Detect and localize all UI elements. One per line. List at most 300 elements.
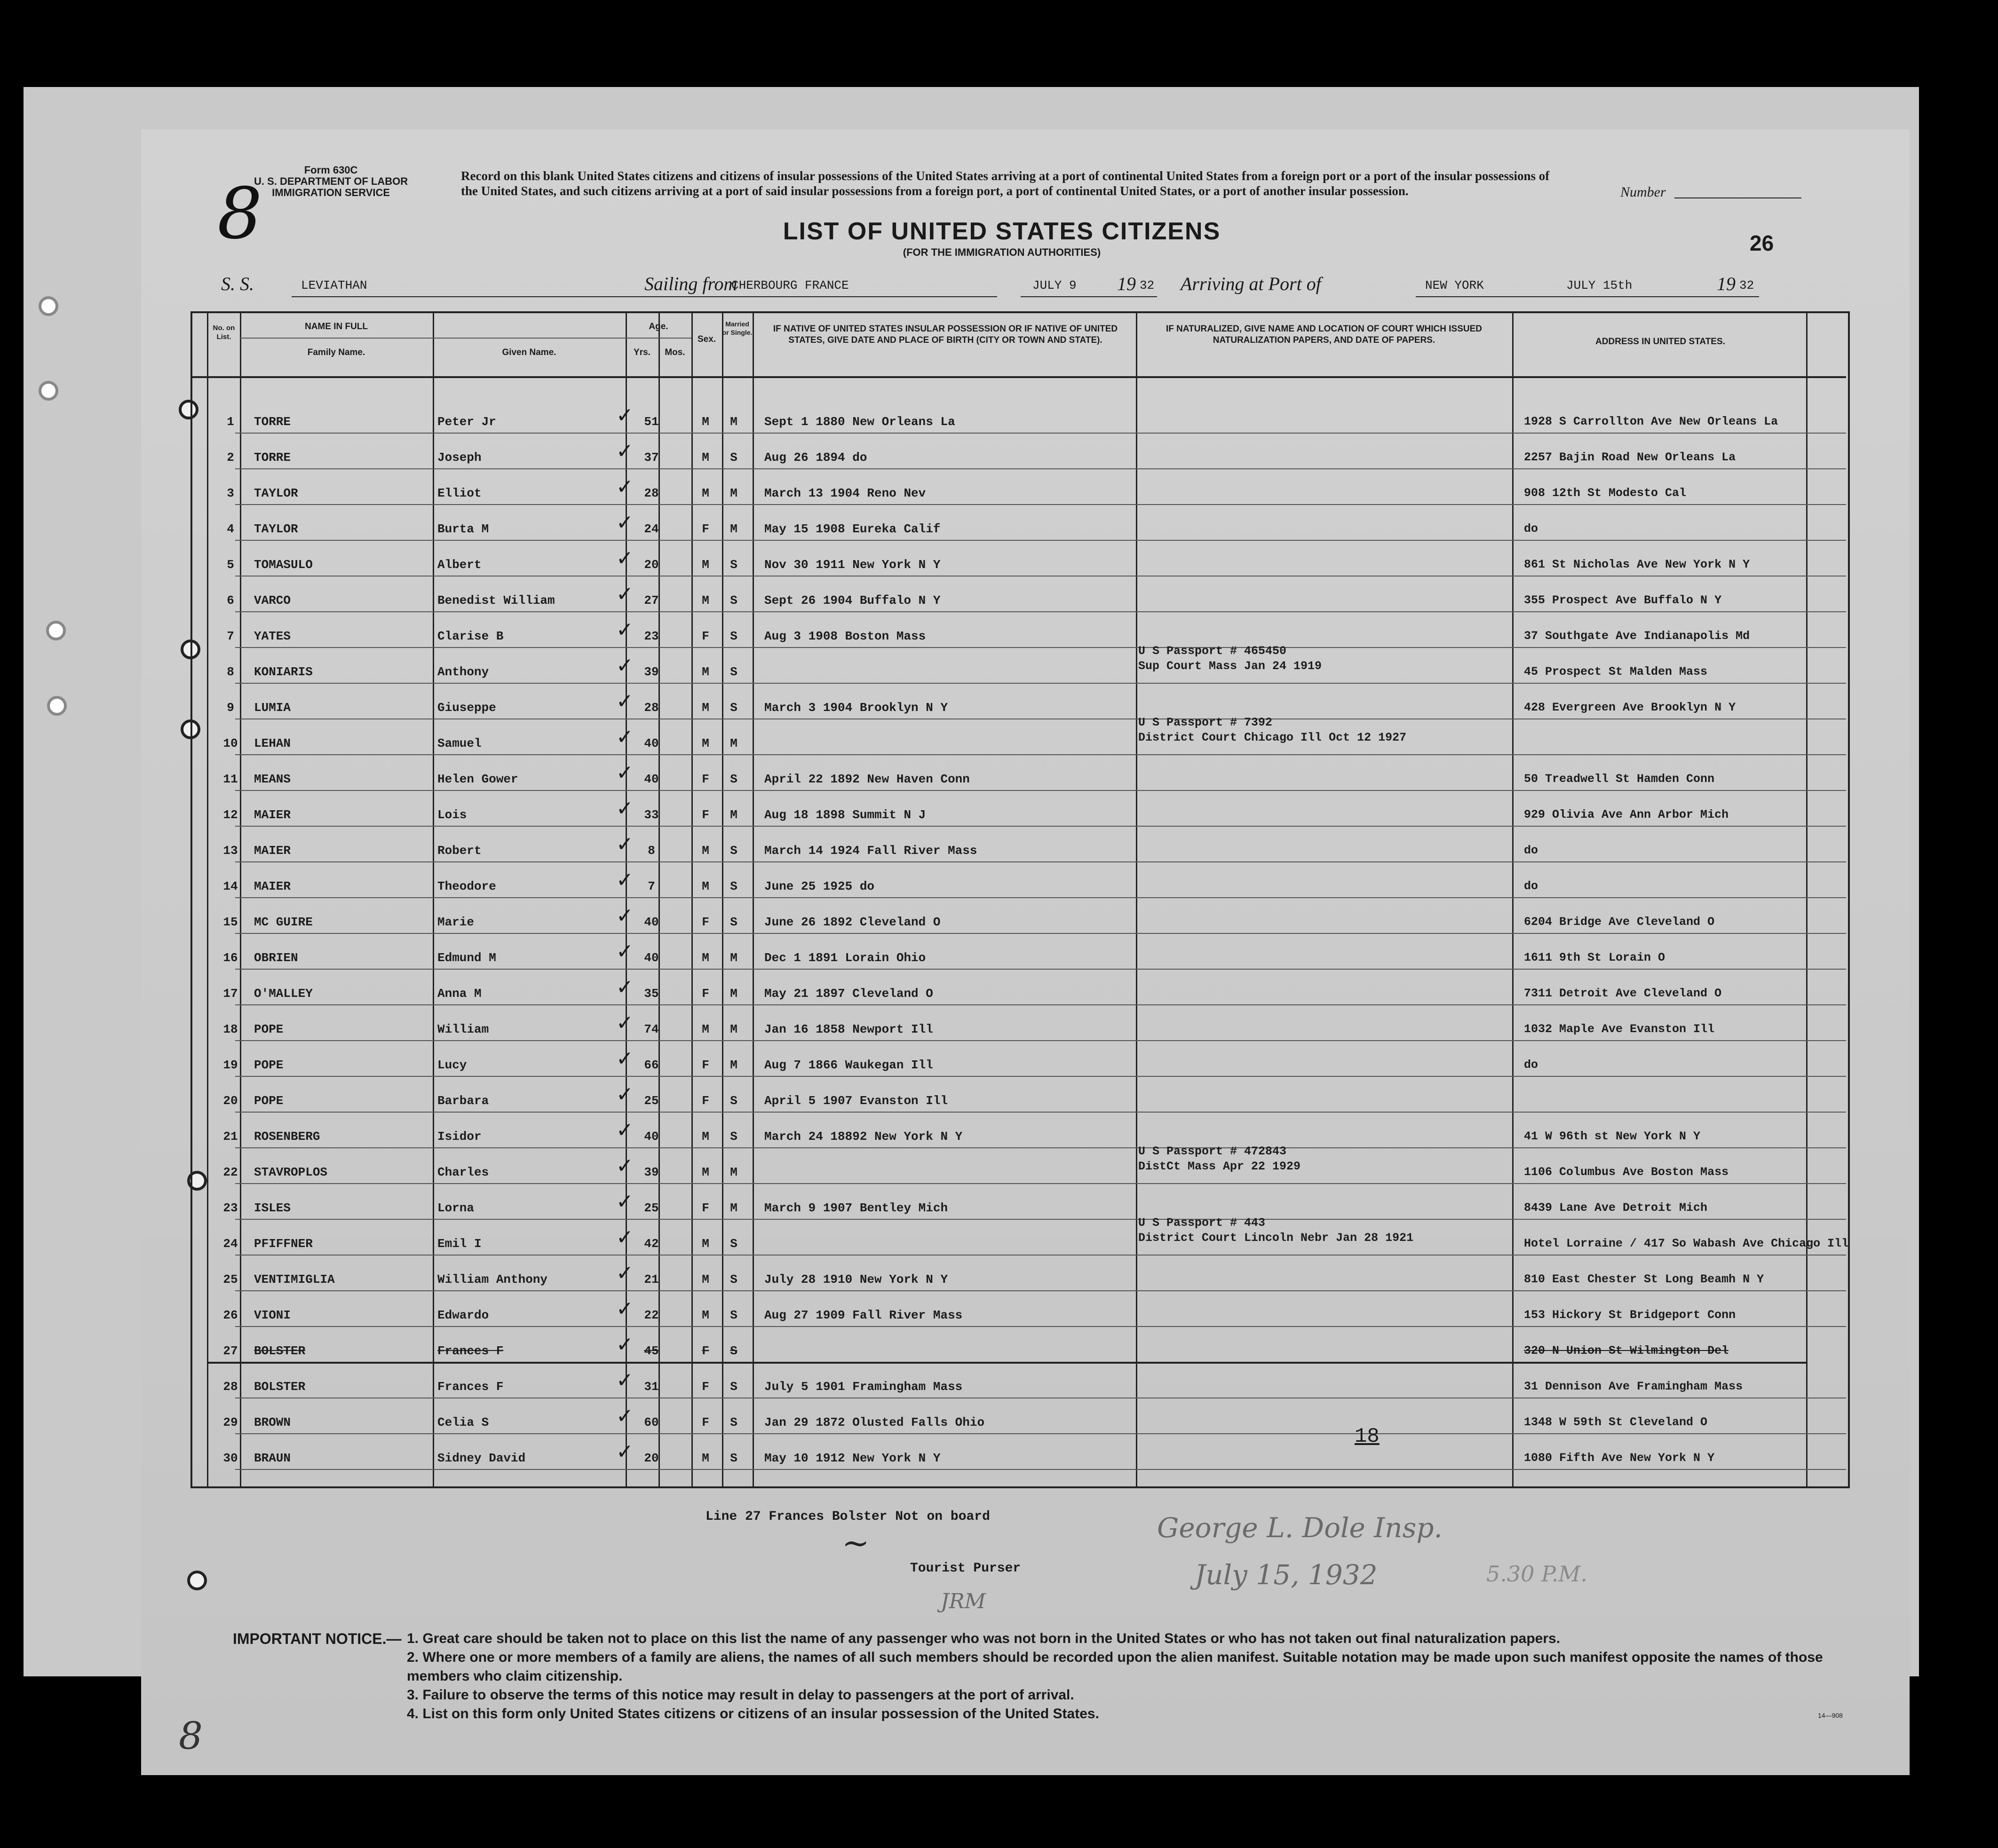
row-number: 30 — [223, 1451, 238, 1465]
table-row — [193, 512, 1844, 547]
header-given-name: Given Name. — [502, 347, 556, 357]
marital-status: S — [730, 844, 737, 858]
given-name: Charles — [437, 1165, 489, 1179]
marital-status: S — [730, 1344, 737, 1358]
binder-hole — [46, 621, 66, 640]
family-name: VARCO — [254, 593, 291, 608]
table-row — [193, 976, 1844, 1012]
table-row — [193, 762, 1844, 798]
table-row — [193, 690, 1844, 726]
us-address: do — [1524, 1058, 1538, 1072]
sailing-label: Sailing from — [644, 273, 737, 294]
age-years: 27 — [644, 593, 659, 608]
age-years: 7 — [648, 879, 655, 893]
header-address: ADDRESS IN UNITED STATES. — [1595, 337, 1725, 347]
binder-hole — [39, 381, 58, 401]
given-name: Lorna — [437, 1201, 475, 1215]
row-number: 18 — [223, 1022, 238, 1036]
family-name: MEANS — [254, 772, 291, 786]
inspection-date: July 15, 1932 — [1195, 1559, 1378, 1591]
family-name: LEHAN — [254, 736, 291, 750]
birth-info: Jan 29 1872 Olusted Falls Ohio — [764, 1415, 985, 1429]
marital-status: S — [730, 1451, 737, 1465]
sex: M — [702, 665, 709, 679]
table-row — [193, 798, 1844, 833]
sex: M — [702, 879, 709, 893]
birth-info: June 26 1892 Cleveland O — [764, 915, 941, 929]
binder-hole — [187, 1571, 207, 1590]
check-mark: ✓ — [616, 1297, 634, 1321]
check-mark: ✓ — [616, 1011, 634, 1035]
marital-status: M — [730, 736, 737, 750]
family-name: MAIER — [254, 879, 291, 893]
age-years: 66 — [644, 1058, 659, 1072]
table-row — [193, 619, 1844, 655]
marital-status: S — [730, 629, 737, 643]
row-number: 20 — [223, 1094, 238, 1108]
age-years: 45 — [644, 1344, 659, 1358]
row-number: 14 — [223, 879, 238, 893]
page-title: LIST OF UNITED STATES CITIZENS — [783, 218, 1221, 245]
birth-info: Aug 27 1909 Fall River Mass — [764, 1308, 963, 1322]
check-mark: ✓ — [616, 1082, 634, 1106]
binder-hole — [39, 296, 58, 316]
sex: M — [702, 1451, 709, 1465]
family-name: VENTIMIGLIA — [254, 1272, 335, 1287]
given-name: Theodore — [437, 879, 496, 893]
row-number: 23 — [223, 1201, 238, 1215]
row-number: 25 — [223, 1272, 238, 1287]
sailing-port: CHERBOURG FRANCE — [731, 278, 849, 292]
arrival-date: JULY 15th — [1566, 278, 1633, 292]
family-name: BRAUN — [254, 1451, 291, 1465]
birth-info: Aug 3 1908 Boston Mass — [764, 629, 926, 643]
number-label: Number — [1620, 184, 1666, 200]
sex: M — [702, 951, 709, 965]
birth-info: Jan 16 1858 Newport Ill — [764, 1022, 933, 1036]
check-mark: ✓ — [616, 1118, 634, 1142]
table-row — [193, 1441, 1844, 1477]
marital-status: S — [730, 1380, 737, 1394]
family-name: ISLES — [254, 1201, 291, 1215]
family-name: YATES — [254, 629, 291, 643]
sex: M — [702, 701, 709, 715]
table-row — [193, 1369, 1844, 1405]
purser-signature: ~ — [842, 1524, 870, 1562]
ss-label: S. S. — [221, 273, 254, 294]
ship-name: LEVIATHAN — [301, 278, 367, 292]
row-number: 19 — [223, 1058, 238, 1072]
table-row — [193, 1405, 1844, 1441]
us-address: 8439 Lane Ave Detroit Mich — [1524, 1201, 1708, 1215]
family-name: POPE — [254, 1058, 284, 1072]
age-years: 40 — [644, 1129, 659, 1144]
table-row — [193, 644, 1844, 690]
marital-status: S — [730, 915, 737, 929]
age-years: 60 — [644, 1415, 659, 1429]
given-name: William Anthony — [437, 1272, 548, 1287]
sex: M — [702, 1129, 709, 1144]
check-mark: ✓ — [616, 1047, 634, 1071]
given-name: William — [437, 1022, 489, 1036]
check-mark: ✓ — [616, 940, 634, 963]
table-row — [193, 1334, 1844, 1369]
us-address: 2257 Bajin Road New Orleans La — [1524, 450, 1736, 464]
sex: F — [702, 1380, 709, 1394]
sex: F — [702, 772, 709, 786]
us-address: 929 Olivia Ave Ann Arbor Mich — [1524, 808, 1729, 821]
check-mark: ✓ — [616, 904, 634, 928]
voyage-line — [221, 273, 1792, 301]
birth-info: May 10 1912 New York N Y — [764, 1451, 941, 1465]
marital-status: S — [730, 665, 737, 679]
marital-status: S — [730, 1094, 737, 1108]
us-address: 1348 W 59th St Cleveland O — [1524, 1415, 1708, 1429]
row-number: 29 — [223, 1415, 238, 1429]
birth-info: March 24 18892 New York N Y — [764, 1129, 963, 1144]
table-row — [193, 440, 1844, 476]
age-years: 74 — [644, 1022, 659, 1036]
family-name: BOLSTER — [254, 1380, 306, 1394]
given-name: Barbara — [437, 1094, 489, 1108]
given-name: Edmund M — [437, 951, 496, 965]
check-mark: ✓ — [616, 975, 634, 999]
us-address: do — [1524, 522, 1538, 536]
marital-status: S — [730, 701, 737, 715]
age-years: 21 — [644, 1272, 659, 1287]
check-mark: ✓ — [616, 439, 634, 463]
age-years: 39 — [644, 665, 659, 679]
check-mark: ✓ — [616, 1333, 634, 1357]
notice-item: 1. Great care should be taken not to place on this list the name of any passenger who was not born in the United States or who has not taken out final naturalization papers. — [407, 1631, 1561, 1646]
header-name-in-full: NAME IN FULL — [304, 322, 368, 332]
given-name: Robert — [437, 844, 482, 858]
check-mark: ✓ — [616, 1190, 634, 1214]
family-name: OBRIEN — [254, 951, 298, 965]
row-number: 9 — [227, 701, 234, 715]
table-row — [193, 905, 1844, 940]
birth-info: March 9 1907 Bentley Mich — [764, 1201, 948, 1215]
check-mark: ✓ — [616, 689, 634, 713]
table-row — [193, 583, 1844, 619]
given-name: Anthony — [437, 665, 489, 679]
age-years: 20 — [644, 558, 659, 572]
age-years: 8 — [648, 844, 655, 858]
us-address: 908 12th St Modesto Cal — [1524, 486, 1687, 500]
number-field — [1674, 197, 1801, 198]
us-address: 1032 Maple Ave Evanston Ill — [1524, 1022, 1715, 1036]
purser-label: Tourist Purser — [910, 1561, 1021, 1576]
birth-info: Aug 7 1866 Waukegan Ill — [764, 1058, 933, 1072]
age-years: 39 — [644, 1165, 659, 1179]
footnote: Line 27 Frances Bolster Not on board — [706, 1509, 990, 1524]
check-mark: ✓ — [616, 582, 634, 606]
row-number: 24 — [223, 1237, 238, 1251]
birth-info: April 22 1892 New Haven Conn — [764, 772, 970, 786]
row-number: 11 — [223, 772, 238, 786]
marital-status: S — [730, 1237, 737, 1251]
us-address: do — [1524, 844, 1538, 857]
sex: M — [702, 1308, 709, 1322]
marital-status: S — [730, 593, 737, 608]
us-address: 37 Southgate Ave Indianapolis Md — [1524, 629, 1750, 643]
marital-status: S — [730, 1129, 737, 1144]
sex: F — [702, 987, 709, 1001]
us-address: 428 Evergreen Ave Brooklyn N Y — [1524, 701, 1736, 714]
check-mark: ✓ — [616, 1368, 634, 1392]
family-name: O'MALLEY — [254, 987, 313, 1001]
sex: F — [702, 522, 709, 536]
marital-status: M — [730, 1022, 737, 1036]
family-name: TORRE — [254, 450, 291, 465]
marital-status: S — [730, 1272, 737, 1287]
given-name: Samuel — [437, 736, 482, 750]
birth-info: Dec 1 1891 Lorain Ohio — [764, 951, 926, 965]
row-number: 17 — [223, 987, 238, 1001]
age-years: 22 — [644, 1308, 659, 1322]
given-name: Celia S — [437, 1415, 489, 1429]
row-number: 5 — [227, 558, 234, 572]
binder-hole — [47, 696, 67, 716]
inspector-signature: George L. Dole Insp. — [1157, 1512, 1443, 1544]
given-name: Burta M — [437, 522, 489, 536]
family-name: POPE — [254, 1022, 284, 1036]
given-name: Edwardo — [437, 1308, 489, 1322]
table-row — [193, 1012, 1844, 1048]
given-name: Peter Jr — [437, 415, 496, 429]
sex: F — [702, 1058, 709, 1072]
check-mark: ✓ — [616, 1440, 634, 1464]
given-name: Elliot — [437, 486, 482, 500]
check-mark: ✓ — [616, 797, 634, 821]
given-name: Giuseppe — [437, 701, 496, 715]
row-number: 10 — [223, 736, 238, 750]
us-address: 31 Dennison Ave Framingham Mass — [1524, 1380, 1743, 1393]
marital-status: M — [730, 951, 737, 965]
marital-status: M — [730, 808, 737, 822]
age-years: 24 — [644, 522, 659, 536]
given-name: Joseph — [437, 450, 482, 465]
notice-item: 2. Where one or more members of a family are aliens, the names of all such members should be recorded upon the alien manifest. Suitable notation may be made upon such manifest opposite the names of those members who claim citizenship. — [407, 1650, 1823, 1684]
given-name: Sidney David — [437, 1451, 526, 1465]
check-mark: ✓ — [616, 725, 634, 749]
family-name: BROWN — [254, 1415, 291, 1429]
check-mark: ✓ — [616, 1261, 634, 1285]
marital-status: M — [730, 1058, 737, 1072]
sex: M — [702, 1237, 709, 1251]
birth-info: July 5 1901 Framingham Mass — [764, 1380, 963, 1394]
header-married-single: Married or Single. — [722, 320, 753, 336]
us-address: 355 Prospect Ave Buffalo N Y — [1524, 593, 1722, 607]
sex: M — [702, 593, 709, 608]
corner-mark: 8 — [179, 1714, 203, 1758]
check-mark: ✓ — [616, 1225, 634, 1249]
table-row — [193, 1298, 1844, 1334]
table-row — [193, 1083, 1844, 1119]
check-mark: ✓ — [616, 1154, 634, 1178]
arrival-port: NEW YORK — [1425, 278, 1484, 292]
age-years: 37 — [644, 450, 659, 465]
given-name: Benedist William — [437, 593, 555, 608]
passport-info: U S Passport # 443 — [1138, 1216, 1266, 1230]
family-name: POPE — [254, 1094, 284, 1108]
notice-item: 4. List on this form only United States citizens or citizens of an insular possession of the United States. — [407, 1706, 1099, 1722]
marital-status: S — [730, 1415, 737, 1429]
age-years: 23 — [644, 629, 659, 643]
row-number: 8 — [227, 665, 234, 679]
check-mark: ✓ — [616, 546, 634, 570]
table-row — [193, 1119, 1844, 1155]
sex: M — [702, 736, 709, 750]
family-name: MAIER — [254, 808, 291, 822]
row-number: 21 — [223, 1129, 238, 1144]
row-number: 2 — [227, 450, 234, 465]
family-name: MC GUIRE — [254, 915, 313, 929]
family-name: LUMIA — [254, 701, 291, 715]
family-name: STAVROPLOS — [254, 1165, 328, 1179]
sex: M — [702, 558, 709, 572]
row-number: 1 — [227, 415, 234, 429]
row-number: 26 — [223, 1308, 238, 1322]
age-years: 25 — [644, 1201, 659, 1215]
us-address: 1080 Fifth Ave New York N Y — [1524, 1451, 1715, 1465]
sex: F — [702, 629, 709, 643]
us-address: 1928 S Carrollton Ave New Orleans La — [1524, 415, 1778, 428]
marital-status: M — [730, 486, 737, 500]
family-name: BOLSTER — [254, 1344, 306, 1358]
marital-status: M — [730, 522, 737, 536]
given-name: Frances F — [437, 1344, 504, 1358]
row-number: 28 — [223, 1380, 238, 1394]
check-mark: ✓ — [616, 868, 634, 892]
age-years: 28 — [644, 701, 659, 715]
family-name: PFIFFNER — [254, 1237, 313, 1251]
table-row — [193, 716, 1844, 762]
us-address: 320 N Union St Wilmington Del — [1524, 1344, 1729, 1358]
sailing-year-prefix: 19 — [1117, 273, 1136, 294]
arrival-year-prefix: 19 — [1717, 273, 1736, 294]
given-name: Helen Gower — [437, 772, 518, 786]
us-address: 45 Prospect St Malden Mass — [1524, 665, 1708, 679]
header-mos: Mos. — [665, 347, 685, 357]
naturalization-court: DistCt Mass Apr 22 1929 — [1138, 1160, 1301, 1173]
age-years: 25 — [644, 1094, 659, 1108]
table-row — [193, 476, 1844, 512]
age-years: 28 — [644, 486, 659, 500]
family-name: KONIARIS — [254, 665, 313, 679]
birth-info: March 14 1924 Fall River Mass — [764, 844, 977, 858]
check-mark: ✓ — [616, 511, 634, 535]
marital-status: S — [730, 772, 737, 786]
age-years: 31 — [644, 1380, 659, 1394]
us-address: 6204 Bridge Ave Cleveland O — [1524, 915, 1715, 929]
row-number: 27 — [223, 1344, 238, 1358]
birth-info: May 21 1897 Cleveland O — [764, 987, 933, 1001]
header-sex: Sex. — [697, 334, 716, 344]
row-number: 13 — [223, 844, 238, 858]
age-years: 35 — [644, 987, 659, 1001]
marital-status: S — [730, 879, 737, 893]
given-name: Lois — [437, 808, 467, 822]
age-years: 40 — [644, 772, 659, 786]
given-name: Marie — [437, 915, 475, 929]
record-instructions: Record on this blank United States citizens and citizens of insular possessions of the United States arriving at a port of continental United States from a foreign port or a port of the insular possessions of the United States, and such citizens arriving at a port of said insular possessions from a foreign port, a port of continental United States, or a port of another insular possession. — [461, 169, 1550, 198]
birth-info: March 3 1904 Brooklyn N Y — [764, 701, 948, 715]
row-number: 3 — [227, 486, 234, 500]
marital-status: M — [730, 1201, 737, 1215]
table-row — [193, 833, 1844, 869]
header-naturalized: IF NATURALIZED, GIVE NAME AND LOCATION OF COURT WHICH ISSUED NATURALIZATION PAPERS, AND DATE OF PAPERS. — [1166, 324, 1482, 345]
age-years: 20 — [644, 1451, 659, 1465]
birth-info: March 13 1904 Reno Nev — [764, 486, 926, 500]
print-code: 14—908 — [1818, 1712, 1843, 1719]
given-name: Anna M — [437, 987, 482, 1001]
row-number: 7 — [227, 629, 234, 643]
header-age: Age. — [649, 322, 668, 332]
sex: M — [702, 450, 709, 465]
header-yrs: Yrs. — [634, 347, 650, 357]
table-row — [193, 1262, 1844, 1298]
row-number: 6 — [227, 593, 234, 608]
marital-status: M — [730, 987, 737, 1001]
us-address: 810 East Chester St Long Beamh N Y — [1524, 1272, 1764, 1286]
sex: F — [702, 1094, 709, 1108]
table-row — [193, 869, 1844, 905]
birth-info: April 5 1907 Evanston Ill — [764, 1094, 948, 1108]
handwritten-mark: 8 — [217, 173, 262, 255]
passport-info: U S Passport # 7392 — [1138, 716, 1273, 729]
age-years: 40 — [644, 736, 659, 750]
arriving-label: Arriving at Port of — [1181, 273, 1321, 294]
inspection-time: 5.30 P.M. — [1486, 1561, 1588, 1587]
page-subtitle: (FOR THE IMMIGRATION AUTHORITIES) — [903, 246, 1101, 258]
header-no-on-list: No. on List. — [213, 324, 235, 341]
family-name: ROSENBERG — [254, 1129, 320, 1144]
check-mark: ✓ — [616, 761, 634, 785]
given-name: Emil I — [437, 1237, 482, 1251]
birth-info: May 15 1908 Eureka Calif — [764, 522, 941, 536]
row-number: 15 — [223, 915, 238, 929]
row-number: 16 — [223, 951, 238, 965]
notice-item: 3. Failure to observe the terms of this notice may result in delay to passengers at the port of arrival. — [407, 1687, 1074, 1703]
birth-info: Nov 30 1911 New York N Y — [764, 558, 941, 572]
check-mark: ✓ — [616, 654, 634, 678]
age-years: 51 — [644, 415, 659, 429]
check-mark: ✓ — [616, 1404, 634, 1428]
marital-status: M — [730, 415, 737, 429]
birth-info: Sept 1 1880 New Orleans La — [764, 415, 955, 429]
age-years: 40 — [644, 915, 659, 929]
us-address: 7311 Detroit Ave Cleveland O — [1524, 987, 1722, 1000]
given-name: Albert — [437, 558, 482, 572]
count-note: 18 — [1355, 1425, 1380, 1448]
family-name: TAYLOR — [254, 486, 298, 500]
us-address: 861 St Nicholas Ave New York N Y — [1524, 558, 1750, 571]
sex: M — [702, 844, 709, 858]
us-address: Hotel Lorraine / 417 So Wabash Ave Chicago Ill — [1524, 1237, 1849, 1250]
sex: F — [702, 1344, 709, 1358]
sex: M — [702, 1022, 709, 1036]
form-id: Form 630C U. S. DEPARTMENT OF LABOR IMMIGRATION SERVICE — [254, 164, 408, 198]
given-name: Frances F — [437, 1380, 504, 1394]
given-name: Isidor — [437, 1129, 482, 1144]
table-row — [193, 940, 1844, 976]
sex: F — [702, 915, 709, 929]
marital-status: S — [730, 1308, 737, 1322]
family-name: MAIER — [254, 844, 291, 858]
birth-info: Sept 26 1904 Buffalo N Y — [764, 593, 941, 608]
check-mark: ✓ — [616, 475, 634, 499]
